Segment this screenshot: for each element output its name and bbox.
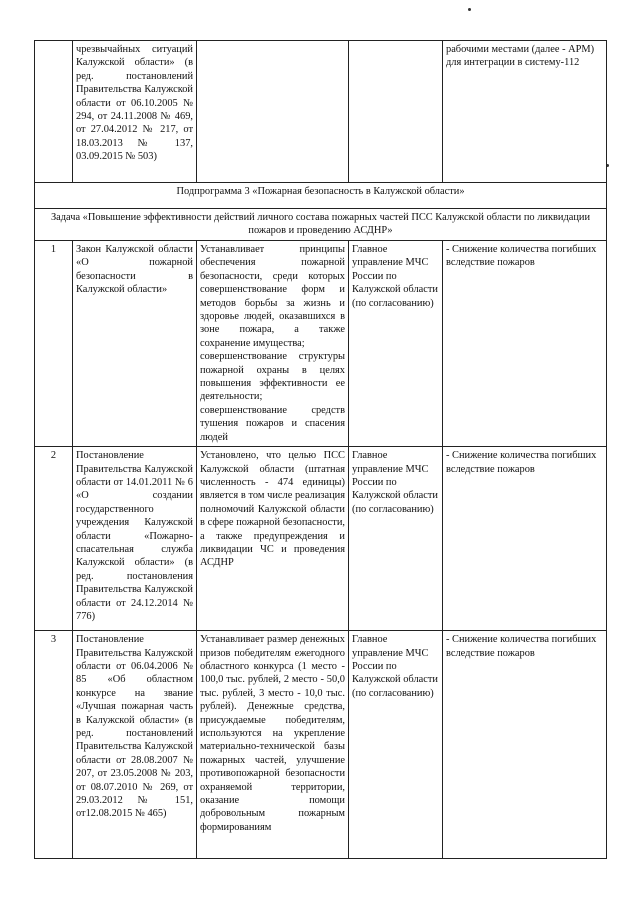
document-cell: Закон Калужской области «О пожарной безопасности в Калужской области» [73,241,197,447]
row-number: 1 [35,241,73,447]
scan-speck [468,8,471,11]
task-title: Задача «Повышение эффективности действий личного состава пожарных частей ПСС Калужской области по ликвидации пожаров и проведению АСДНР» [35,209,607,241]
table-row [35,447,607,631]
executor-cell: Главное управление МЧС России по Калужской области (по согласованию) [349,447,443,631]
document-cell: Постановление Правительства Калужской области от 14.01.2011 № 6 «О создании государственного учреждения Калужской области «Пожарно-спасательная служба Калужской области» (в ред. постановления Правительства Калужской области от 24.12.2014 № 776) [73,447,197,631]
result-cell: - Снижение количества погибших вследствие пожаров [443,631,607,859]
content-cell [197,41,349,183]
result-cell: рабочими местами (далее - АРМ) для интеграции в систему-112 [443,41,607,183]
task-row [35,209,607,241]
content-cell: Устанавливает размер денежных призов победителям ежегодного областного конкурса (1 место - 100,0 тыс. рублей, 2 место - 50,0 тыс. рублей, 3 место - 10,0 тыс. рублей). Денежные средства, присуждаемые победителям, используются на укрепление материально-технической базы пожарных частей, улучшение противопожарной безопасности охраняемой территории, оказание помощи добровольным пожарным формированиям [197,631,349,859]
row-number: 3 [35,631,73,859]
result-cell: - Снижение количества погибших вследствие пожаров [443,447,607,631]
executor-cell: Главное управление МЧС России по Калужской области (по согласованию) [349,631,443,859]
result-cell: - Снижение количества погибших вследствие пожаров [443,241,607,447]
subprogram-row [35,183,607,209]
content-cell: Установлено, что целью ПСС Калужской области (штатная численность - 474 единицы) является в том числе реализация полномочий Калужской области в сфере пожарной безопасности, а также предупреждения и ликвидации ЧС и проведения АСДНР [197,447,349,631]
table-row [35,41,607,183]
program-table [34,40,607,859]
number-cell [35,41,73,183]
executor-cell [349,41,443,183]
content-cell: Устанавливает принципы обеспечения пожарной безопасности, среди которых совершенствование форм и методов борьбы за жизнь и здоровье людей, оказавшихся в зоне пожара, а также сохранение имущества; совершенствование структуры пожарной охраны в целях повышения эффективности ее деятельности; совершенствование средств тушения пожаров и спасения людей [197,241,349,447]
subprogram-title: Подпрограмма 3 «Пожарная безопасность в Калужской области» [35,183,607,209]
executor-cell: Главное управление МЧС России по Калужской области (по согласованию) [349,241,443,447]
table-row [35,631,607,859]
table-row [35,241,607,447]
row-number: 2 [35,447,73,631]
document-cell: Постановление Правительства Калужской области от 06.04.2006 № 85 «Об областном конкурсе на звание «Лучшая пожарная часть в Калужской области» (в ред. постановлений Правительства Калужской области от 28.08.2007 № 207, от 23.05.2008 № 203, от 08.07.2010 № 269, от 29.03.2012 № 151, от12.08.2015 № 465) [73,631,197,859]
document-cell: чрезвычайных ситуаций Калужской области» (в ред. постановлений Правительства Калужской области от 06.10.2005 № 294, от 24.11.2008 № 469, от 27.04.2012 № 217, от 18.03.2013 № 137, 03.09.2015 № 503) [73,41,197,183]
